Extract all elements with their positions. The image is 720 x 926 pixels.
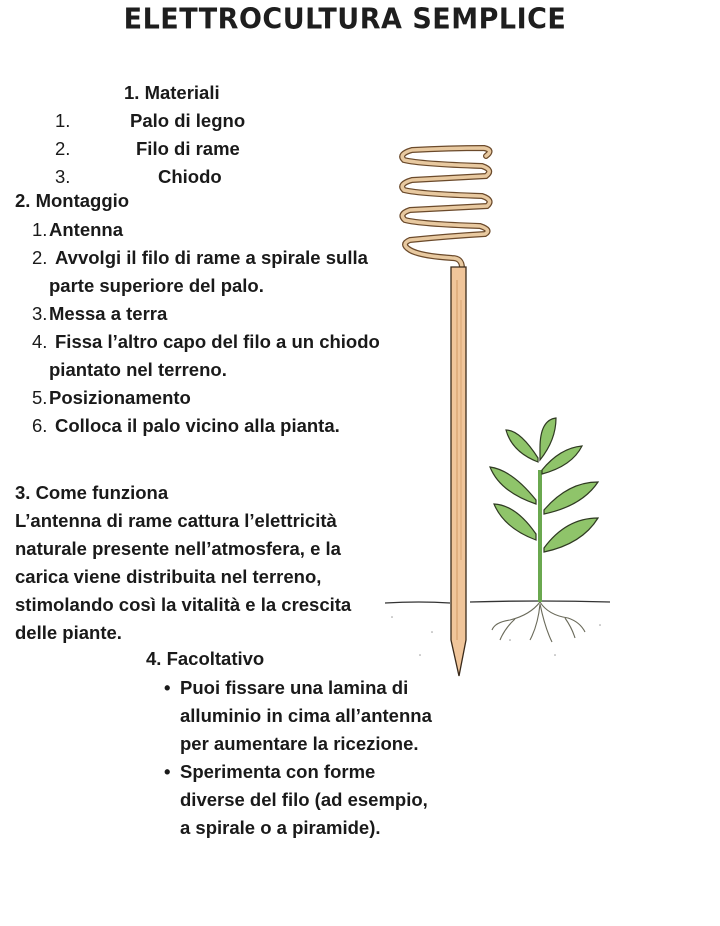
copper-coil-icon bbox=[402, 148, 489, 268]
wooden-stake-icon bbox=[451, 267, 466, 676]
list-item-step-cont: parte superiore del palo. bbox=[49, 275, 264, 296]
list-item-material: Filo di rame bbox=[136, 138, 240, 159]
section-heading-materiali: 1. Materiali bbox=[124, 82, 220, 103]
list-number: 3. bbox=[55, 166, 71, 187]
paragraph-line: carica viene distribuita nel terreno, bbox=[15, 566, 322, 587]
section-heading-montaggio: 2. Montaggio bbox=[15, 190, 130, 211]
list-number: 2. bbox=[55, 138, 71, 159]
list-number: 3. bbox=[32, 303, 48, 324]
list-item-step: Colloca il palo vicino alla pianta. bbox=[55, 415, 340, 436]
paragraph-line: delle piante. bbox=[15, 622, 122, 643]
bullet-line: alluminio in cima all’antenna bbox=[180, 705, 432, 726]
paragraph-line: L’antenna di rame cattura l’elettricità bbox=[15, 510, 337, 531]
bullet-line: diverse del filo (ad esempio, bbox=[180, 789, 428, 810]
list-item-material: Chiodo bbox=[158, 166, 222, 187]
list-item-material: Palo di legno bbox=[130, 110, 246, 131]
bullet-line: a spirale o a piramide). bbox=[180, 817, 381, 838]
bullet-line: per aumentare la ricezione. bbox=[180, 733, 419, 754]
roots-icon bbox=[492, 602, 585, 642]
list-item-step: Avvolgi il filo di rame a spirale sulla bbox=[55, 247, 368, 268]
bullet-line: Sperimenta con forme bbox=[180, 761, 376, 782]
list-item-step: Messa a terra bbox=[49, 303, 168, 324]
paragraph-line: stimolando così la vitalità e la crescita bbox=[15, 594, 352, 615]
list-number: 1. bbox=[32, 219, 48, 240]
bullet-icon: • bbox=[164, 677, 171, 698]
section-heading-come-funziona: 3. Come funziona bbox=[15, 482, 169, 503]
list-item-step: Fissa l’altro capo del filo a un chiodo bbox=[55, 331, 380, 352]
bullet-icon: • bbox=[164, 761, 171, 782]
section-heading-facoltativo: 4. Facoltativo bbox=[146, 648, 265, 669]
list-number: 4. bbox=[32, 331, 48, 352]
list-number: 5. bbox=[32, 387, 48, 408]
paragraph-line: naturale presente nell’atmosfera, e la bbox=[15, 538, 341, 559]
list-number: 6. bbox=[32, 415, 48, 436]
list-number: 1. bbox=[55, 110, 71, 131]
ground-line-icon bbox=[385, 601, 610, 656]
list-item-step-cont: piantato nel terreno. bbox=[49, 359, 227, 380]
list-number: 2. bbox=[32, 247, 48, 268]
page-title: ELETTROCULTURA SEMPLICE bbox=[123, 3, 567, 36]
plant-icon bbox=[490, 418, 598, 602]
bullet-line: Puoi fissare una lamina di bbox=[180, 677, 409, 698]
list-item-step: Antenna bbox=[49, 219, 123, 240]
list-item-step: Posizionamento bbox=[49, 387, 191, 408]
